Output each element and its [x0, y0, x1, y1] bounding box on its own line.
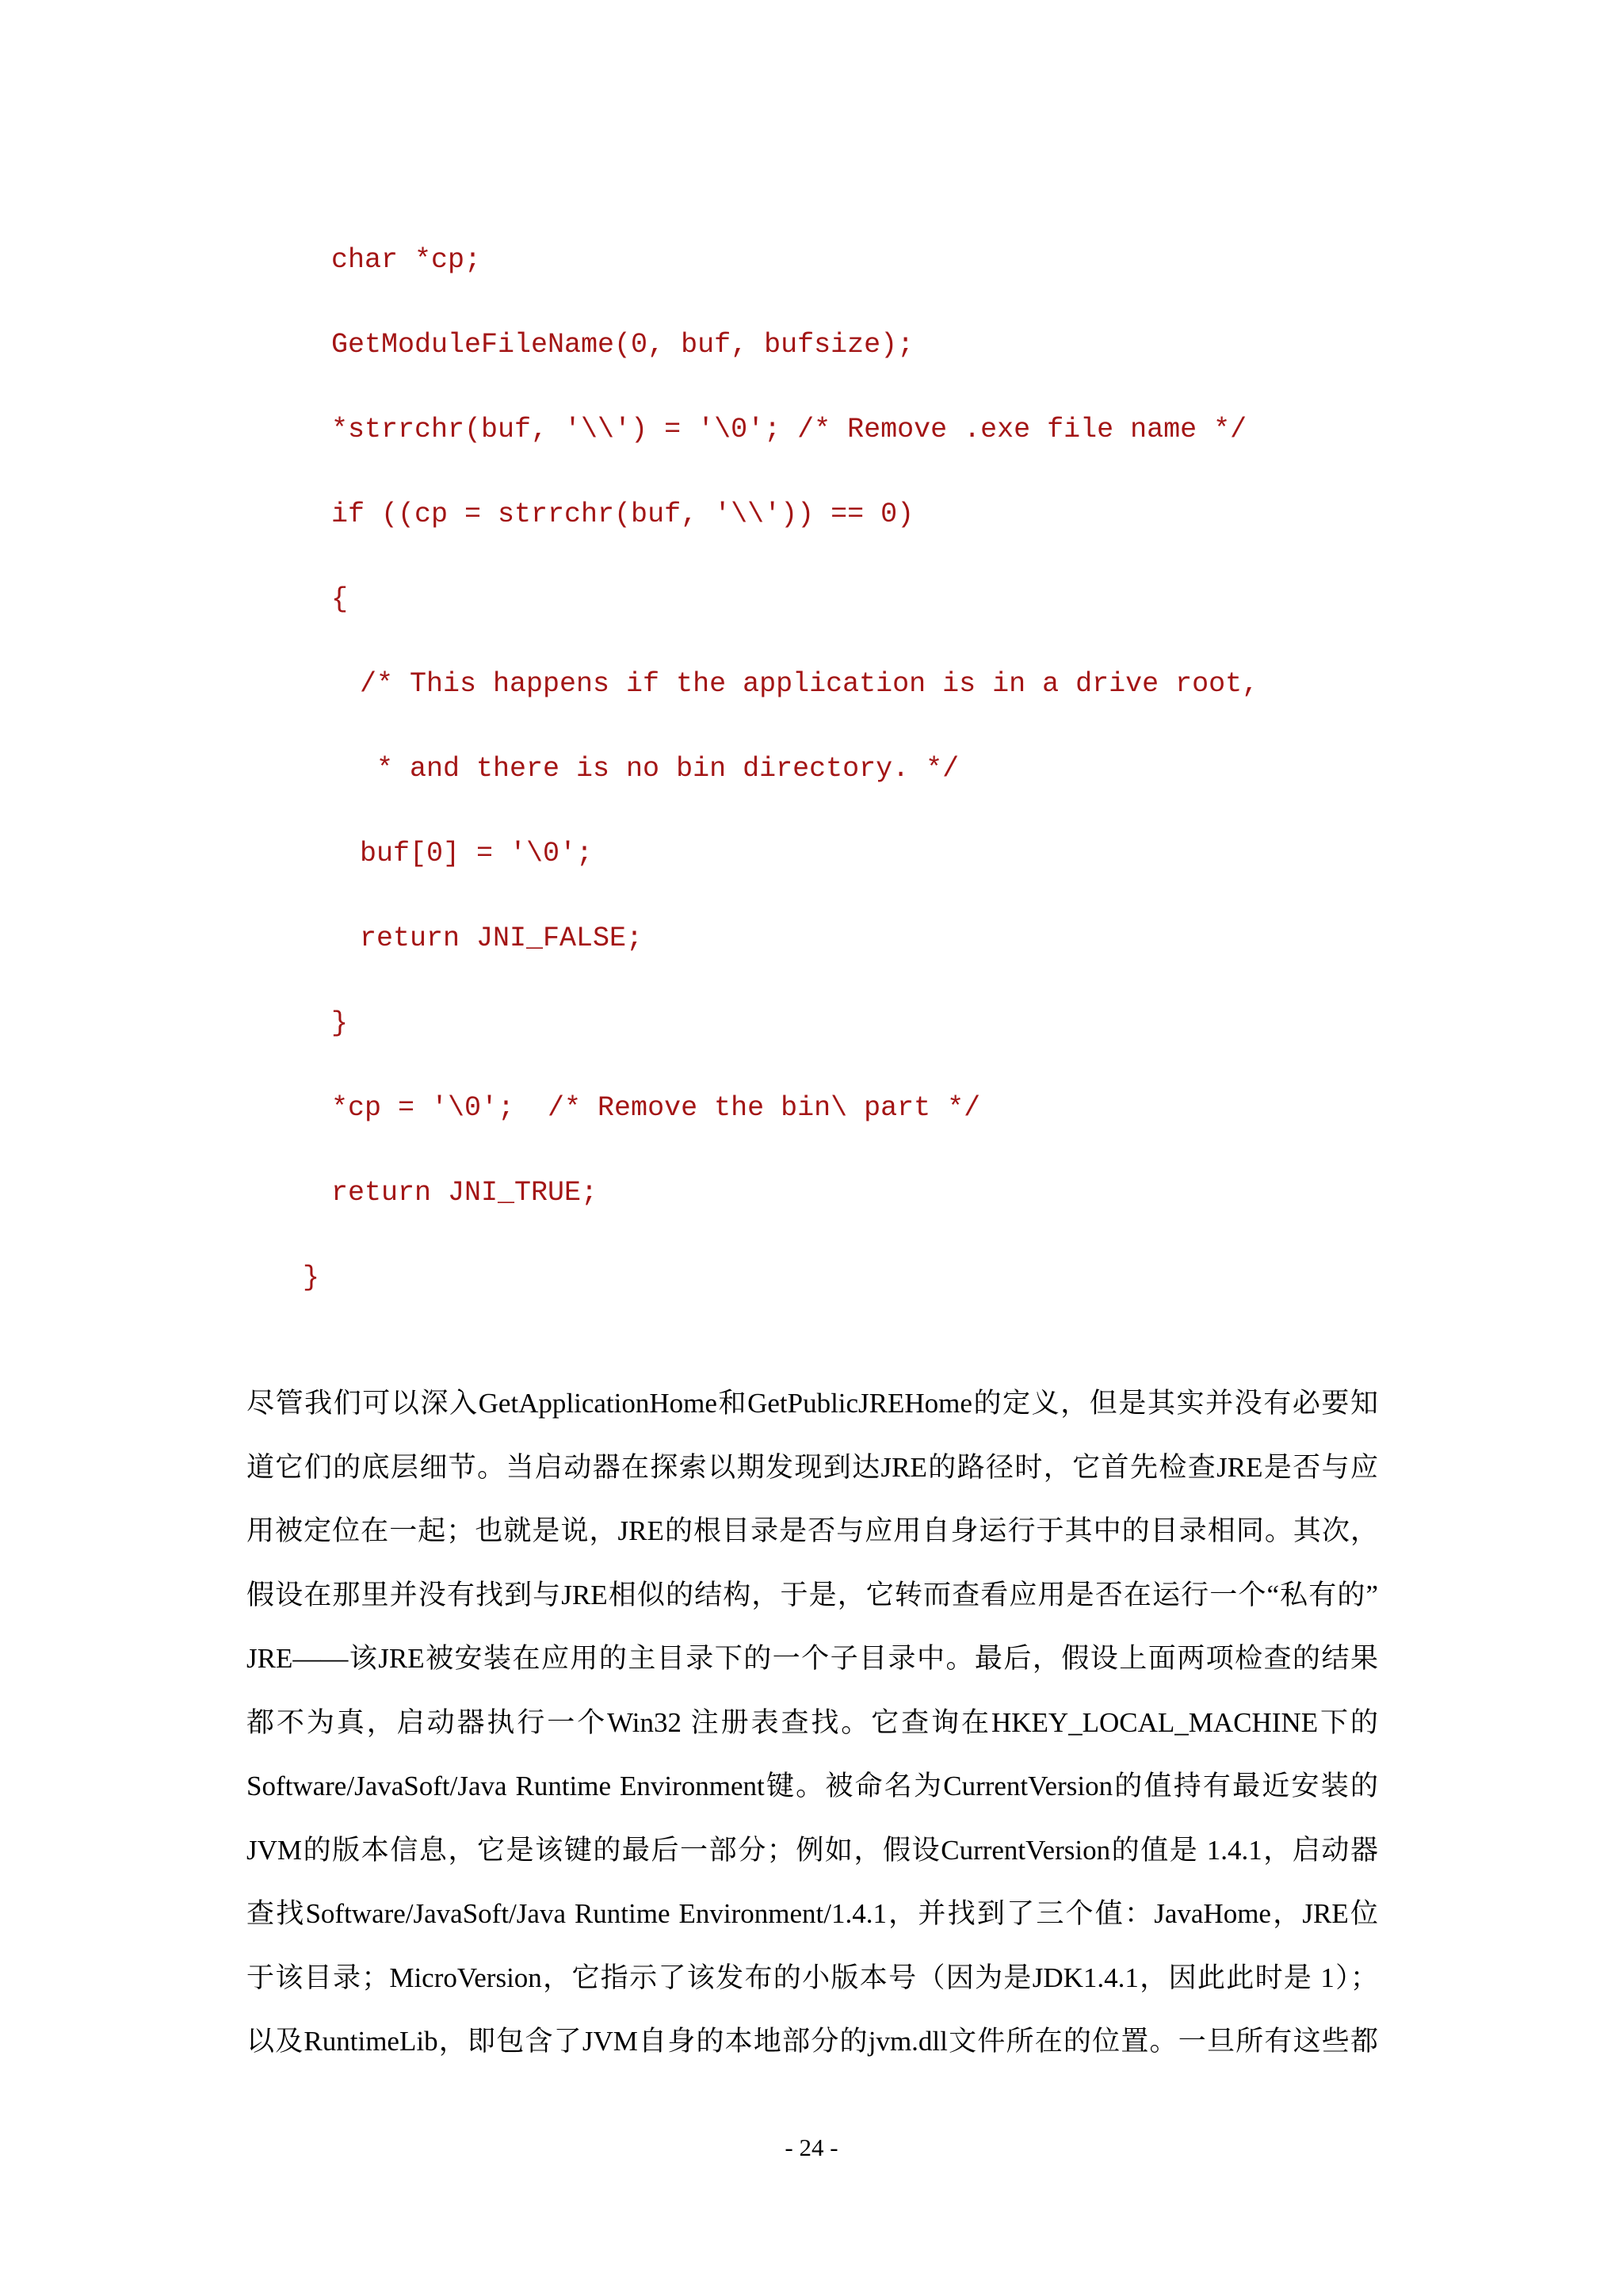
- paragraph-line: 查找Software/JavaSoft/Java Runtime Environment/1.4.1，并找到了三个值：JavaHome，JRE位: [246, 1898, 1378, 1929]
- code-line: * and there is no bin directory. */: [360, 753, 960, 785]
- paragraph-line: Software/JavaSoft/Java Runtime Environment键。被命名为CurrentVersion的值持有最近安装的: [246, 1771, 1378, 1801]
- paragraph-line: 假设在那里并没有找到与JRE相似的结构，于是，它转而查看应用是否在运行一个“私有的”: [246, 1579, 1378, 1610]
- paragraph-line: JVM的版本信息，它是该键的最后一部分；例如，假设CurrentVersion的值是 1.4.1，启动器: [246, 1834, 1378, 1866]
- code-line: }: [303, 1262, 320, 1293]
- code-line: *strrchr(buf, '\\') = '\0'; /* Remove .exe file name */: [331, 414, 1247, 445]
- code-line: {: [331, 583, 349, 615]
- paragraph-line: 用被定位在一起；也就是说，JRE的根目录是否与应用自身运行于其中的目录相同。其次，: [246, 1515, 1378, 1546]
- code-line: GetModuleFileName(0, buf, bufsize);: [331, 329, 915, 361]
- code-line: /* This happens if the application is in a drive root,: [360, 668, 1259, 700]
- page-number: - 24 -: [785, 2134, 838, 2161]
- body-paragraph: [246, 1372, 1378, 2074]
- code-line: if ((cp = strrchr(buf, '\\')) == 0): [331, 499, 915, 530]
- paragraph-line: 尽管我们可以深入GetApplicationHome和GetPublicJREHome的定义，但是其实并没有必要知: [246, 1388, 1378, 1419]
- paragraph-line: 以及RuntimeLib，即包含了JVM自身的本地部分的jvm.dll文件所在的位置。一旦所有这些都: [246, 2026, 1378, 2057]
- paragraph-line: 道它们的底层细节。当启动器在探索以期发现到达JRE的路径时，它首先检查JRE是否与应: [246, 1451, 1378, 1483]
- paragraph-line: 于该目录；MicroVersion，它指示了该发布的小版本号（因为是JDK1.4.1，因此此时是 1）；: [246, 1962, 1378, 1993]
- code-line: *cp = '\0'; /* Remove the bin\ part */: [331, 1092, 981, 1124]
- code-line: return JNI_TRUE;: [331, 1177, 598, 1209]
- code-line: return JNI_FALSE;: [360, 923, 643, 954]
- code-line: }: [331, 1007, 349, 1039]
- code-line: buf[0] = '\0';: [360, 838, 594, 869]
- paragraph-line: 都不为真，启动器执行一个Win32 注册表查找。它查询在HKEY_LOCAL_MACHINE下的: [246, 1706, 1378, 1738]
- paragraph-line: JRE——该JRE被安装在应用的主目录下的一个子目录中。最后，假设上面两项检查的结果: [246, 1643, 1378, 1674]
- code-line: char *cp;: [331, 244, 482, 276]
